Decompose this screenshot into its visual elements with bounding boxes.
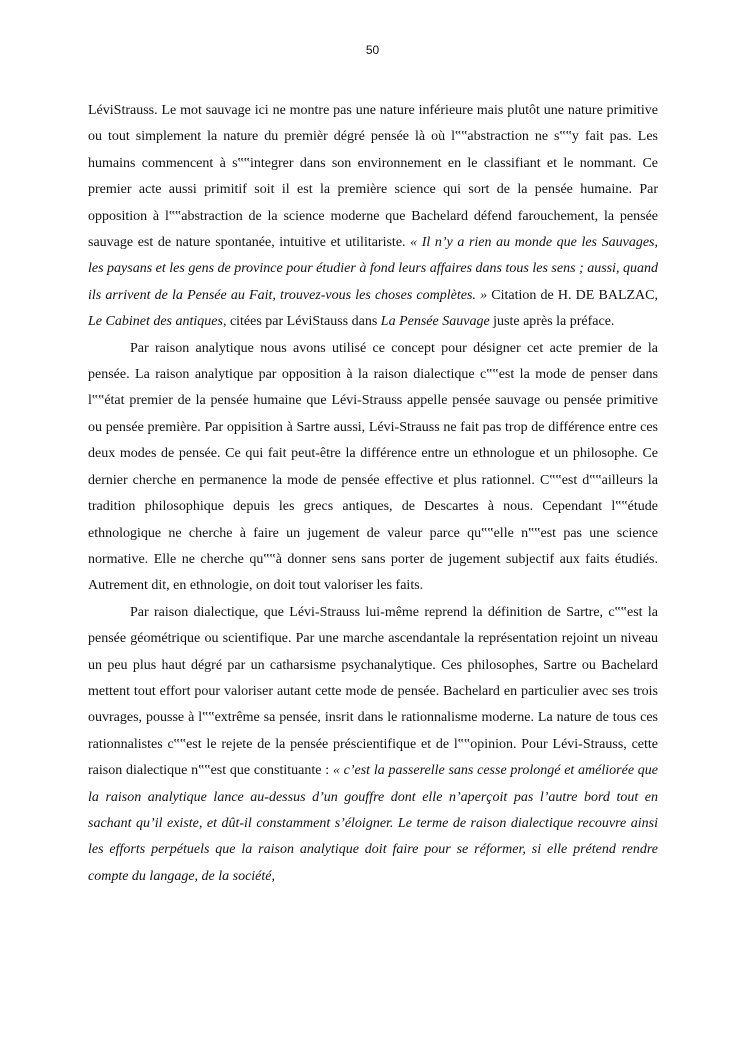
text-run: Par raison dialectique, que Lévi-Strauss lui-même reprend la définition de Sartre, c‟‟est la pensée géométrique ou scientifique. Par une marche ascendantale la représentation rejoint un niveau un peu plus haut dégré par un catharsisme psychanalytique. Ces philosophes, Sartre ou Bachelard mettent tout effort pour valoriser autant cette mode de pensée. Bachelard en particulier avec ses trois ouvrages, pousse à l‟‟extrême sa pensée, insrit dans le rationnalisme moderne. La nature de tous ces rationnalistes c‟‟est le rejete de la pensée préscientifique et de l‟‟opinion. Pour Lévi-Strauss, cette raison dialectique n‟‟est que constituante :	[88, 604, 658, 779]
text-run: juste après la préface.	[489, 314, 615, 330]
body-text	[88, 98, 658, 890]
book-title: La Pensée Sauvage	[380, 314, 490, 330]
page-number: 50	[365, 43, 380, 57]
text-run: LéviStrauss. Le mot sauvage ici ne montre pas une nature inférieure mais plutôt une nature primitive ou tout simplement la nature du premièr dégré pensée là où l‟‟abstraction ne s‟‟y fait pas. Les humains commencent à s‟‟integrer dans son environnement en le classifiant et le nommant. Ce premier acte aussi primitif soit il est la première science qui sort de la pensée humaine. Par opposition à l‟‟abstraction de la science moderne que Bachelard défend farouchement, la pensée sauvage est de nature spontanée, intuitive et utilitariste.	[88, 103, 658, 251]
paragraph-2	[88, 336, 658, 600]
text-run: Par raison analytique nous avons utilisé ce concept pour désigner cet acte premier de la pensée. La raison analytique par opposition à la raison dialectique c‟‟est la mode de penser dans l‟‟état premier de la pensée humaine que Lévi-Strauss appelle pensée sauvage ou pensée primitive ou pensée première. Par oppisition à Sartre aussi, Lévi-Strauss ne fait pas trop de différence entre ces deux modes de pensée. Ce qui fait peut-être la différence entre un ethnologue et un philosophe. Ce dernier cherche en permanence la mode de pensée effective et plus rationnel. C‟‟est d‟‟ailleurs la tradition philosophique depuis les grecs antiques, de Descartes à nous. Cependant l‟‟étude ethnologique ne cherche à faire un jugement de valeur parce qu‟‟elle n‟‟est pas une science normative. Elle ne cherche qu‟‟à donner sens sans porter de jugement subjectif aux faits étudiés. Autrement dit, en ethnologie, on doit tout valoriser les faits.	[88, 340, 658, 594]
paragraph-1	[88, 98, 658, 336]
text-run: Citation de H. DE BALZAC,	[487, 287, 658, 303]
book-title: Le Cabinet des antiques	[88, 314, 223, 330]
levi-strauss-quote: « c’est la passerelle sans cesse prolongé et améliorée que la raison analytique lance au-dessus d’un gouffre dont elle n’aperçoit pas l’autre bord tout en sachant qu’il existe, et dût-il constamment s’éloigner. Le terme de raison dialectique recouvre ainsi les efforts perpétuels que la raison analytique doit faire pour se réformer, si elle prétend rendre compte du langage, de la société,	[88, 763, 659, 884]
paragraph-3	[88, 600, 658, 890]
balzac-quote: « Il n’y a rien au monde que les Sauvages, les paysans et les gens de province pour étudier à fond leurs affaires dans tous les sens ; aussi, quand ils arrivent de la Pensée au Fait, trouvez-vous les choses complètes. »	[88, 235, 658, 303]
text-run: , citées par LéviStauss dans	[222, 314, 381, 330]
